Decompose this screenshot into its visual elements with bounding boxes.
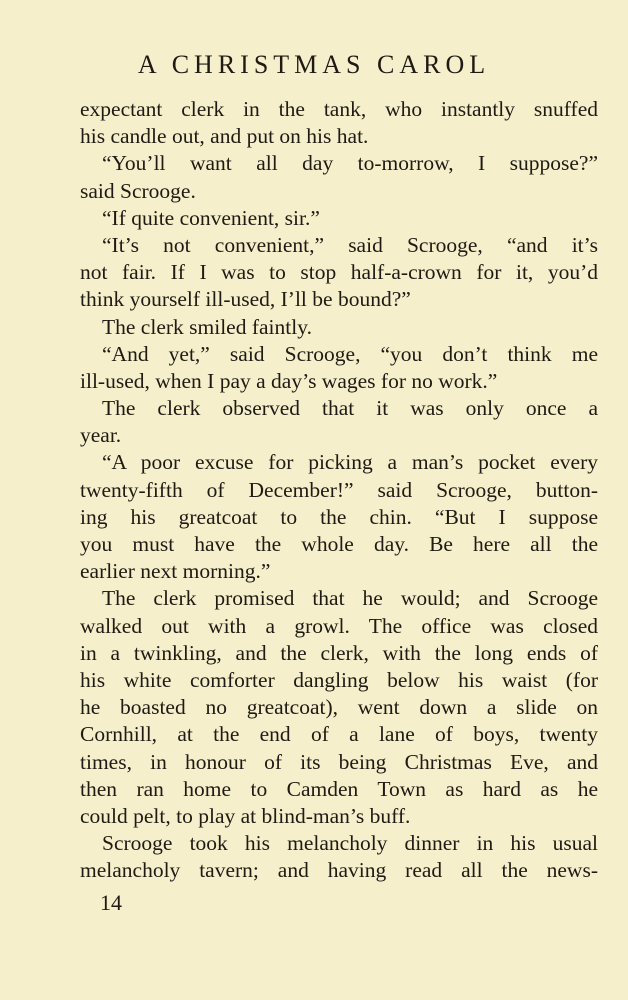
text-line: think yourself ill-used, I’ll be bound?” [80,287,411,312]
text-line: The clerk observed that it was only once a [102,396,598,421]
text-line: he boasted no greatcoat), went down a slide on [80,695,598,720]
text-line: “A poor excuse for picking a man’s pocket every [102,450,598,475]
text-line: earlier next morning.” [80,559,271,584]
running-head: A CHRISTMAS CAROL [137,50,491,79]
text-line: Cornhill, at the end of a lane of boys, twenty [80,722,598,747]
text-line: “You’ll want all day to-morrow, I suppose?” [102,151,598,176]
text-line: walked out with a growl. The office was closed [80,613,598,638]
text-line: twenty-fifth of December!” said Scrooge, button- [80,477,598,502]
text-line: ing his greatcoat to the chin. “But I suppose [80,504,598,529]
text-line: “And yet,” said Scrooge, “you don’t think me [102,341,598,366]
text-line: said Scrooge. [80,178,196,203]
text-line: in a twinkling, and the clerk, with the long ends of [80,640,598,665]
text-line: The clerk smiled faintly. [102,314,312,339]
text-line: The clerk promised that he would; and Scrooge [102,586,598,611]
text-line: not fair. If I was to stop half-a-crown for it, you’d [80,260,598,285]
text-line: you must have the whole day. Be here all the [80,532,598,556]
text-line: then ran home to Camden Town as hard as he [80,776,598,801]
text-line: his candle out, and put on his hat. [80,124,369,149]
text-line: melancholy tavern; and having read all the news- [80,858,598,883]
page-number: 14 [100,890,122,915]
text-line: Scrooge took his melancholy dinner in his usual [102,831,598,856]
text-line: his white comforter dangling below his waist (for [80,667,598,692]
body-text [80,96,598,884]
text-line: “If quite convenient, sir.” [102,205,320,230]
text-line: “It’s not convenient,” said Scrooge, “and it’s [102,232,598,257]
text-line: expectant clerk in the tank, who instantly snuffed [80,97,598,121]
text-line: year. [80,423,122,448]
text-line: could pelt, to play at blind-man’s buff. [80,803,411,828]
text-line: ill-used, when I pay a day’s wages for no work.” [80,368,498,393]
text-line: times, in honour of its being Christmas Eve, and [80,749,598,774]
